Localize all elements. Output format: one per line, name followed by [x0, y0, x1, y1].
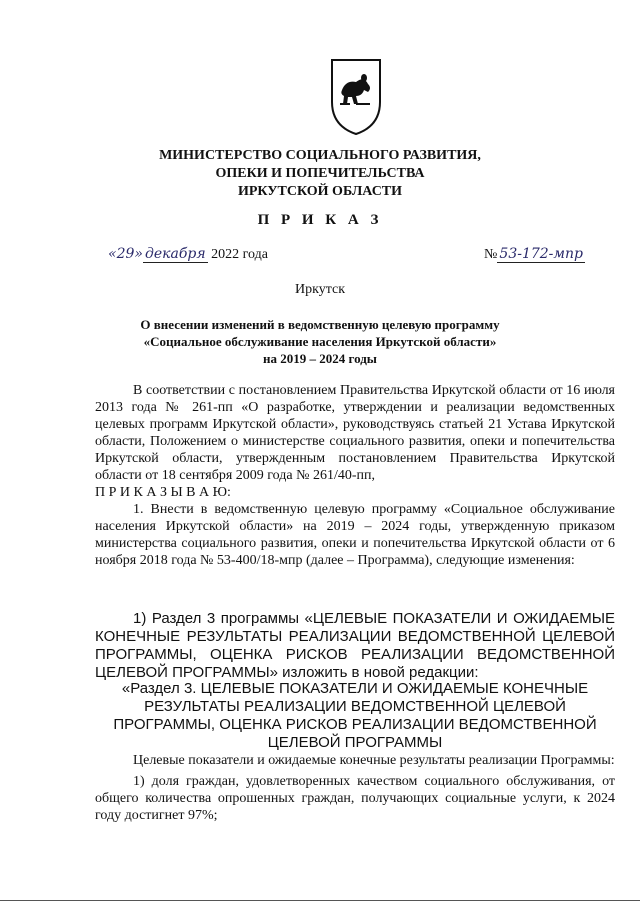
ministry-name-line2: ОПЕКИ И ПОПЕЧИТЕЛЬСТВА: [215, 166, 425, 181]
item-1-1-text: 1) Раздел 3 программы «ЦЕЛЕВЫЕ ПОКАЗАТЕЛИ И ОЖИДАЕМЫЕ КОНЕЧНЫЕ РЕЗУЛЬТАТЫ РЕАЛИЗАЦИИ ВЕДОМСТВЕННОЙ ЦЕЛЕВОЙ ПРОГРАММЫ, ОЦЕНКА РИСКОВ РЕАЛИЗАЦИИ ВЕДОМСТВЕННОЙ ЦЕЛЕВОЙ ПРОГРАММЫ» изложить в новой редакции:: [95, 610, 615, 681]
city: Иркутск: [294, 282, 346, 297]
order-title-line1: О внесении изменений в ведомственную целевую программу: [140, 317, 500, 332]
body-paragraph-targets: [95, 752, 615, 824]
coat-of-arms-icon: [328, 56, 384, 136]
section-heading: [95, 680, 615, 752]
number-prefix: №: [484, 247, 498, 262]
ministry-name-line3: ИРКУТСКОЙ ОБЛАСТИ: [237, 184, 403, 199]
preamble-text: В соответствии с постановлением Правительства Иркутской области от 16 июля 2013 года № 261-пп «О разработке, утверждении и реализации ведомственных целевых программ Иркутской области», руководствуясь статьей 21 Устава Иркутской области, Положением о министерстве социального развития, опеки и попечительства Иркутской области, утвержденным постановлением Правительства Иркутской области от 18 сентября 2009 года № 261/40-пп,: [95, 383, 615, 483]
targets-intro: Целевые показатели и ожидаемые конечные результаты реализации Программы:: [133, 753, 615, 768]
order-date: [108, 246, 268, 263]
document-type: П Р И К А З: [257, 212, 383, 228]
date-year: 2022 года: [211, 247, 268, 262]
body-paragraph-preamble: [95, 382, 615, 569]
section-heading-line3: ПРОГРАММЫ, ОЦЕНКА РИСКОВ РЕАЛИЗАЦИИ ВЕДОМСТВЕННОЙ: [113, 716, 597, 733]
order-title-line2: «Социальное обслуживание населения Иркутской области»: [143, 334, 497, 349]
order-number: [484, 246, 585, 263]
date-month: декабря: [144, 246, 206, 262]
body-paragraph-section: [95, 610, 615, 682]
section-heading-line1: «Раздел 3. ЦЕЛЕВЫЕ ПОКАЗАТЕЛИ И ОЖИДАЕМЫЕ КОНЕЧНЫЕ: [121, 680, 589, 697]
number-value: 53-172-мпр: [499, 246, 583, 262]
date-day: «29»: [108, 246, 143, 262]
target-1-text: 1) доля граждан, удовлетворенных качеством социального обслуживания, от общего количества опрошенных граждан, получающих социальные услуги, к 2024 году достигнет 97%;: [95, 774, 615, 823]
ministry-name-line1: МИНИСТЕРСТВО СОЦИАЛЬНОГО РАЗВИТИЯ,: [159, 148, 481, 163]
bottom-divider: [0, 900, 640, 901]
order-title-line3: на 2019 – 2024 годы: [263, 351, 377, 366]
section-heading-line4: ЦЕЛЕВОЙ ПРОГРАММЫ: [267, 734, 443, 751]
section-heading-line2: РЕЗУЛЬТАТЫ РЕАЛИЗАЦИИ ВЕДОМСТВЕННОЙ ЦЕЛЕВОЙ: [144, 698, 566, 715]
item-1-text: 1. Внести в ведомственную целевую программу «Социальное обслуживание населения Иркутской области» на 2019 – 2024 годы, утвержденную приказом министерства социального развития, опеки и попечительства Иркутской области от 6 ноября 2018 года № 53-400/18-мпр (далее – Программа), следующие изменения:: [95, 502, 615, 568]
prikazyvayu: П Р И К А З Ы В А Ю:: [95, 485, 231, 500]
